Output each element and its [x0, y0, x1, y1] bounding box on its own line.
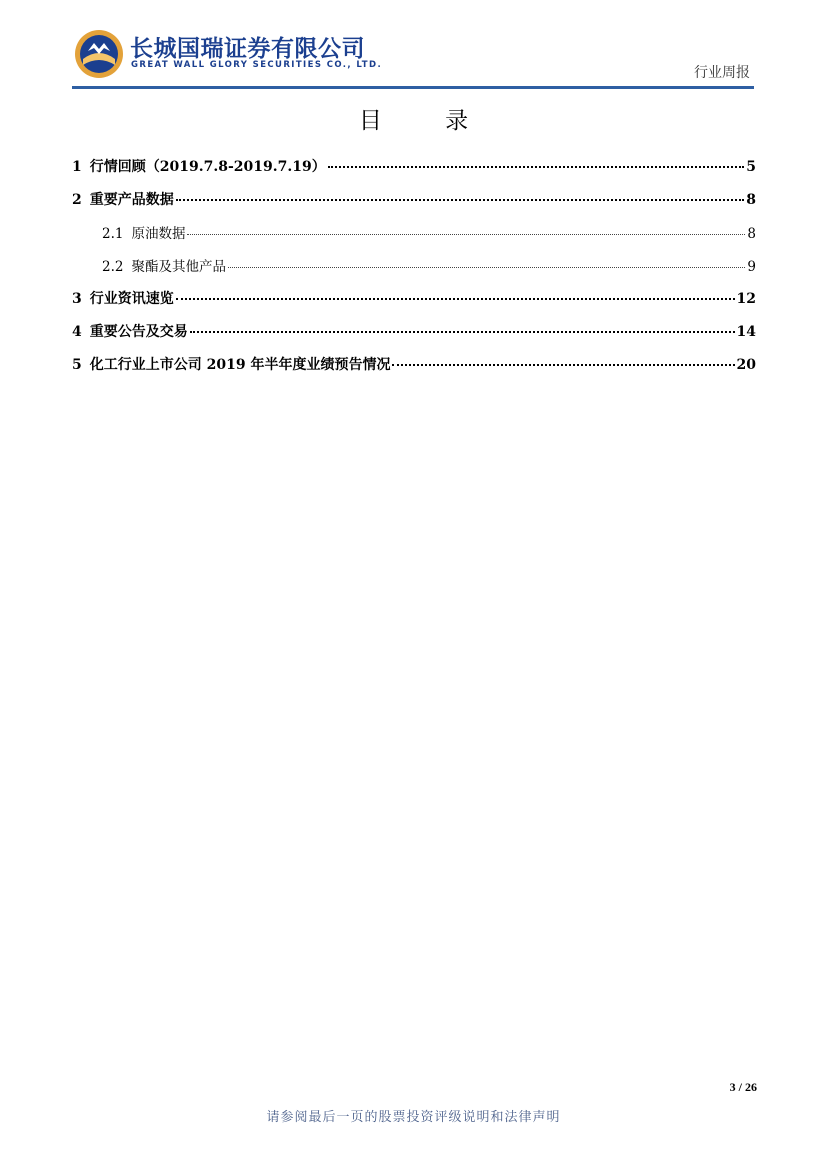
company-name-cn: 长城国瑞证券有限公司: [130, 36, 365, 62]
report-type: 行业周报: [694, 65, 750, 81]
toc-entry-label: 重要公告及交易: [89, 324, 188, 340]
toc-entry-number: 3: [72, 291, 82, 307]
toc-entry-number: 2: [72, 192, 82, 208]
page-header: [72, 26, 754, 90]
toc-entry-label: 行情回顾（2019.7.8-2019.7.19）: [89, 159, 326, 175]
toc-entry[interactable]: [72, 288, 756, 321]
toc-entry-page: 5: [746, 159, 756, 175]
toc-entry-number: 2.2: [102, 259, 124, 275]
company-name-en: GREAT WALL GLORY SECURITIES CO., LTD.: [131, 60, 383, 70]
toc-entry-label: 原油数据: [131, 226, 186, 242]
header-divider: [72, 86, 754, 89]
toc-entry-number: 5: [72, 357, 82, 373]
toc-entry-page: 9: [747, 259, 756, 275]
toc-entry-label: 重要产品数据: [89, 192, 174, 208]
toc-leader-dots: [187, 234, 745, 235]
table-of-contents: [72, 156, 756, 387]
toc-entry-page: 20: [736, 357, 756, 373]
toc-leader-dots: [176, 199, 745, 201]
toc-entry-number: 2.1: [102, 226, 124, 242]
toc-title: 目 录: [358, 108, 497, 134]
toc-entry-page: 8: [747, 226, 756, 242]
toc-entry[interactable]: [72, 189, 756, 222]
page-number: 3 / 26: [729, 1080, 757, 1094]
toc-leader-dots: [190, 331, 735, 333]
toc-leader-dots: [228, 267, 745, 268]
toc-entry-label: 行业资讯速览: [89, 291, 174, 307]
toc-entry-number: 1: [72, 159, 82, 175]
toc-entry[interactable]: [72, 321, 756, 354]
toc-leader-dots: [328, 166, 745, 168]
toc-entry-number: 4: [72, 324, 82, 340]
toc-entry-page: 12: [736, 291, 756, 307]
great-wall-glory-logo-icon: [74, 29, 124, 79]
toc-leader-dots: [176, 298, 735, 300]
toc-entry-page: 14: [736, 324, 756, 340]
toc-entry[interactable]: [72, 354, 756, 387]
footer-disclaimer: 请参阅最后一页的股票投资评级说明和法律声明: [266, 1110, 561, 1125]
toc-entry[interactable]: [72, 255, 756, 288]
toc-entry-page: 8: [746, 192, 756, 208]
toc-entry-label: 聚酯及其他产品: [131, 259, 226, 275]
toc-entry[interactable]: [72, 156, 756, 189]
toc-leader-dots: [392, 364, 734, 366]
toc-entry-label: 化工行业上市公司 2019 年半年度业绩预告情况: [89, 357, 391, 373]
toc-entry[interactable]: [72, 222, 756, 255]
